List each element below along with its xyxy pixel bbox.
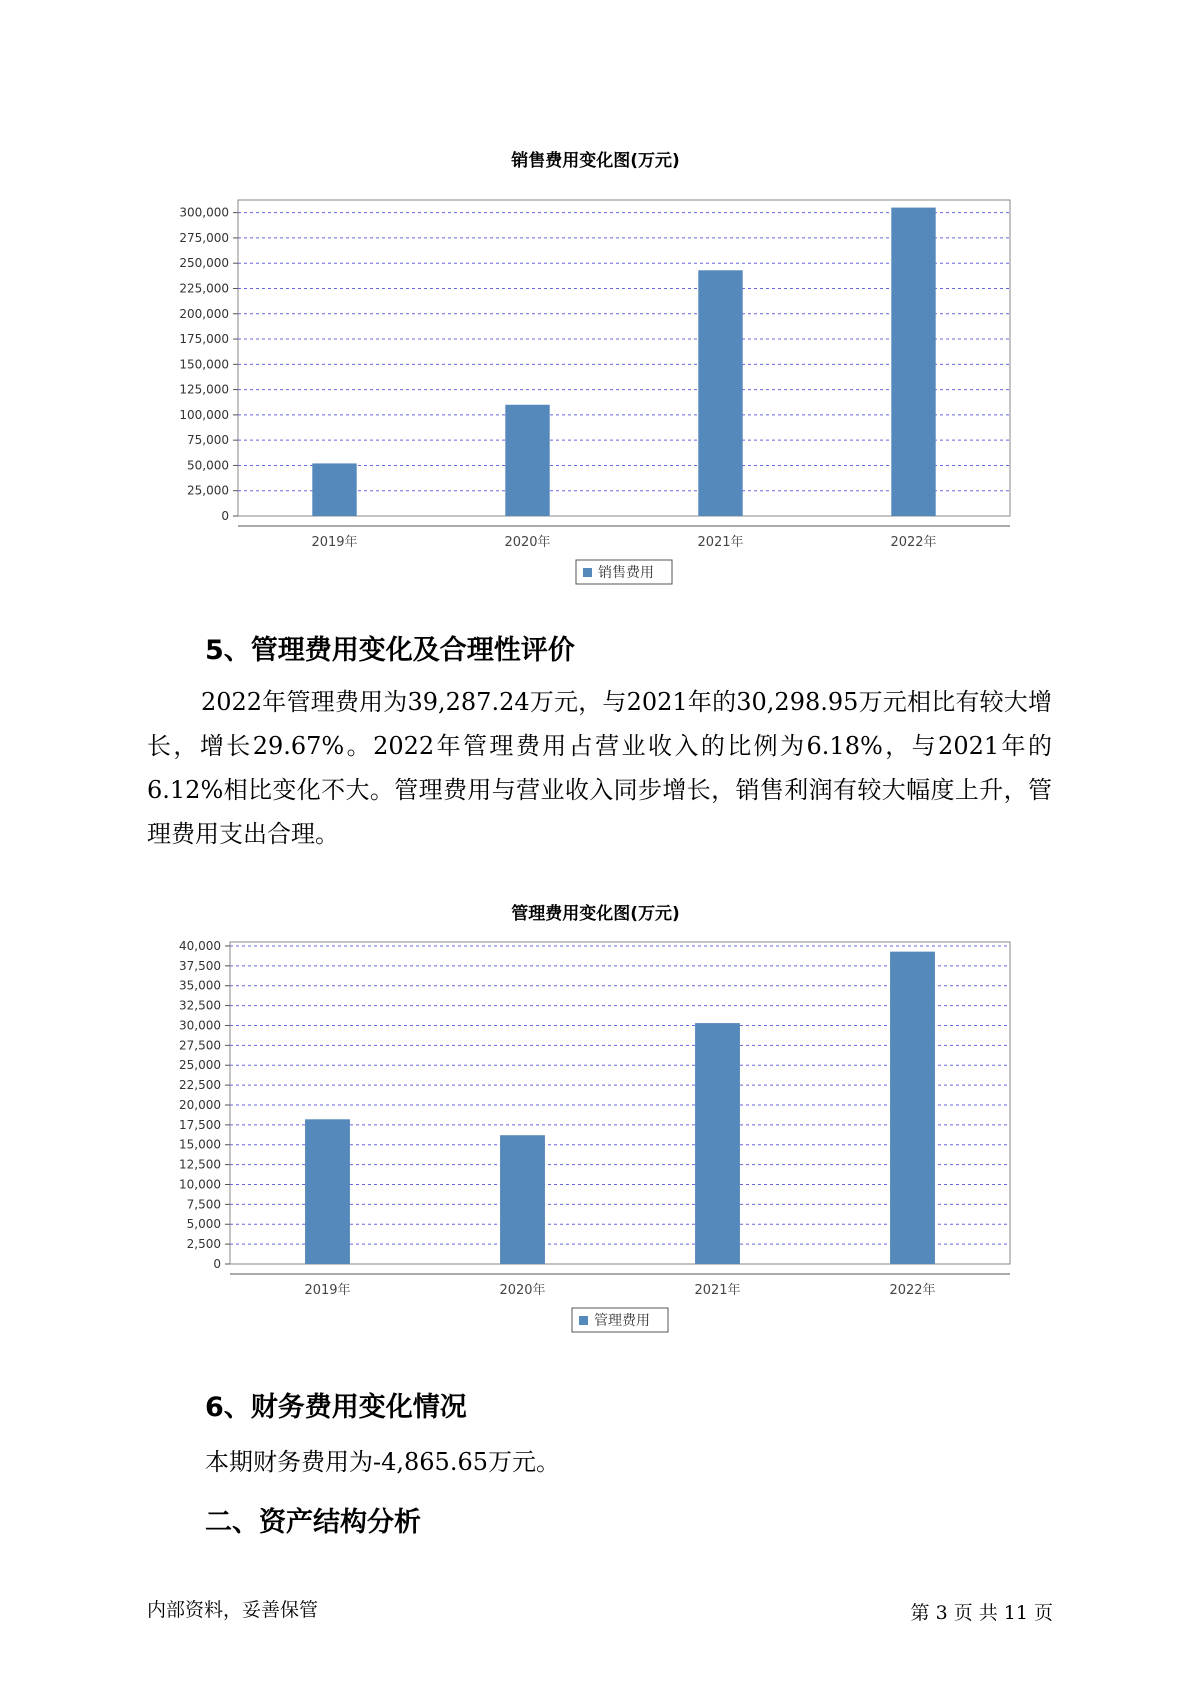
y-tick-label: 225,000 [179,281,229,296]
y-tick-label: 20,000 [179,1097,221,1112]
y-tick-label: 5,000 [186,1217,221,1232]
bar [500,1135,545,1264]
y-tick-label: 7,500 [186,1197,221,1212]
y-tick-label: 125,000 [179,382,229,397]
y-tick-label: 50,000 [187,458,229,473]
y-tick-label: 250,000 [179,256,229,271]
y-tick-label: 75,000 [187,433,229,448]
section-6-paragraph: 本期财务费用为-4,865.65万元。 [205,1448,560,1476]
bar [505,405,549,516]
y-tick-label: 27,500 [179,1038,221,1053]
y-tick-label: 22,500 [179,1078,221,1093]
admin-expense-chart [0,930,1191,1350]
x-tick-label: 2019年 [311,535,358,550]
x-tick-label: 2022年 [889,1283,936,1298]
bar [891,208,935,516]
y-tick-label: 25,000 [187,483,229,498]
y-tick-label: 32,500 [179,998,221,1013]
y-tick-label: 300,000 [179,205,229,220]
footer-page-number: 第 3 页 共 11 页 [910,1602,1053,1624]
section-5-heading: 5、管理费用变化及合理性评价 [205,635,575,666]
y-tick-label: 10,000 [179,1177,221,1192]
legend-label: 销售费用 [598,565,654,581]
y-tick-label: 15,000 [179,1137,221,1152]
admin-chart-title: 管理费用变化图(万元) [511,904,680,924]
bar [698,270,742,516]
x-tick-label: 2020年 [499,1283,546,1298]
y-tick-label: 35,000 [179,978,221,993]
y-tick-label: 12,500 [179,1157,221,1172]
legend-swatch [583,568,592,577]
y-tick-label: 2,500 [186,1237,221,1252]
y-tick-label: 37,500 [179,958,221,973]
legend-swatch [579,1316,588,1325]
y-tick-label: 40,000 [179,938,221,953]
y-tick-label: 175,000 [179,332,229,347]
sales-chart-title: 销售费用变化图(万元) [511,151,680,171]
y-tick-label: 150,000 [179,357,229,372]
y-tick-label: 30,000 [179,1018,221,1033]
y-tick-label: 275,000 [179,230,229,245]
footer-confidential: 内部资料，妥善保管 [147,1599,319,1621]
y-tick-label: 25,000 [179,1058,221,1073]
x-tick-label: 2021年 [694,1283,741,1298]
sales-expense-chart [0,180,1191,600]
x-tick-label: 2022年 [890,535,937,550]
legend-label: 管理费用 [594,1313,650,1329]
y-tick-label: 200,000 [179,306,229,321]
y-tick-label: 0 [213,1257,221,1271]
x-tick-label: 2021年 [697,535,744,550]
bar [312,463,356,516]
bar [695,1023,740,1264]
section-6-heading: 6、财务费用变化情况 [205,1392,467,1423]
bar [890,952,935,1264]
section-5-paragraph: 2022年管理费用为39,287.24万元，与2021年的30,298.95万元相比有较大增长，增长29.67%。2022年管理费用占营业收入的比例为6.18%，与2021年的6.12%相比变化不大。管理费用与营业收入同步增长，销售利润有较大幅度上升，管理费用支出合理。 [147,688,1052,848]
y-tick-label: 17,500 [179,1117,221,1132]
x-tick-label: 2020年 [504,535,551,550]
bar [305,1119,350,1264]
section-two-heading: 二、资产结构分析 [205,1507,421,1538]
y-tick-label: 100,000 [179,407,229,422]
y-tick-label: 0 [221,509,229,523]
x-tick-label: 2019年 [304,1283,351,1298]
